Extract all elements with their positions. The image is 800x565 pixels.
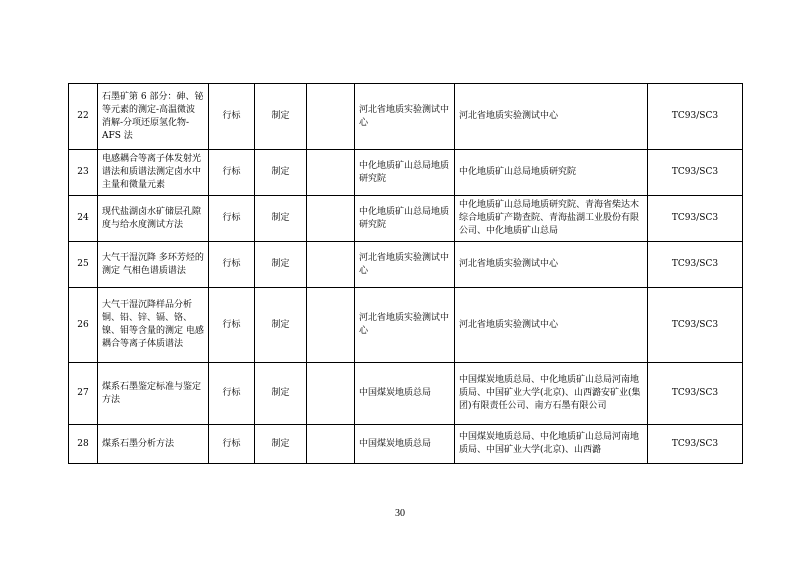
standard-name-cell: 电感耦合等离子体发射光谱法和质谱法测定卤水中主量和微量元素	[98, 150, 209, 196]
standard-type-cell: 行标	[209, 150, 255, 196]
committee-code-cell: TC93/SC3	[648, 150, 743, 196]
blank-cell	[307, 242, 355, 288]
standard-type-cell: 行标	[209, 84, 255, 150]
committee-code-cell: TC93/SC3	[648, 84, 743, 150]
organization-cell: 河北省地质实验测试中心	[355, 288, 455, 363]
drafting-units-cell: 中化地质矿山总局地质研究院	[455, 150, 648, 196]
committee-code-cell: TC93/SC3	[648, 242, 743, 288]
drafting-units-cell: 河北省地质实验测试中心	[455, 288, 648, 363]
drafting-units-cell: 河北省地质实验测试中心	[455, 242, 648, 288]
standard-name-cell: 石墨矿第 6 部分：砷、铋等元素的测定-高温微波消解-分项还原氢化物-AFS 法	[98, 84, 209, 150]
standard-name-cell: 大气干湿沉降 多环芳烃的测定 气相色谱质谱法	[98, 242, 209, 288]
organization-cell: 中化地质矿山总局地质研究院	[355, 150, 455, 196]
drafting-units-cell: 河北省地质实验测试中心	[455, 84, 648, 150]
committee-code-cell: TC93/SC3	[648, 363, 743, 425]
table-row	[69, 425, 743, 464]
committee-code-cell: TC93/SC3	[648, 196, 743, 242]
standard-name-cell: 煤系石墨分析方法	[98, 425, 209, 464]
row-number-cell: 25	[69, 242, 98, 288]
action-cell: 制定	[255, 242, 307, 288]
row-number-cell: 22	[69, 84, 98, 150]
action-cell: 制定	[255, 425, 307, 464]
standard-type-cell: 行标	[209, 288, 255, 363]
blank-cell	[307, 288, 355, 363]
table-body	[69, 84, 743, 464]
standard-type-cell: 行标	[209, 242, 255, 288]
standard-type-cell: 行标	[209, 363, 255, 425]
table-row	[69, 150, 743, 196]
action-cell: 制定	[255, 288, 307, 363]
drafting-units-cell: 中国煤炭地质总局、中化地质矿山总局河南地质局、中国矿业大学(北京)、山西潞	[455, 425, 648, 464]
row-number-cell: 26	[69, 288, 98, 363]
standard-name-cell: 煤系石墨鉴定标准与鉴定方法	[98, 363, 209, 425]
committee-code-cell: TC93/SC3	[648, 425, 743, 464]
organization-cell: 中国煤炭地质总局	[355, 363, 455, 425]
standard-type-cell: 行标	[209, 196, 255, 242]
standard-name-cell: 现代盐湖卤水矿储层孔隙度与给水度测试方法	[98, 196, 209, 242]
standard-type-cell: 行标	[209, 425, 255, 464]
blank-cell	[307, 84, 355, 150]
organization-cell: 河北省地质实验测试中心	[355, 84, 455, 150]
blank-cell	[307, 363, 355, 425]
standard-name-cell: 大气干湿沉降样品分析 铜、铅、锌、镉、铬、镍、钼等含量的测定 电感耦合等离子体质谱法	[98, 288, 209, 363]
drafting-units-cell: 中化地质矿山总局地质研究院、青海省柴达木综合地质矿产勘查院、青海盐湖工业股份有限公司、中化地质矿山总局	[455, 196, 648, 242]
row-number-cell: 24	[69, 196, 98, 242]
blank-cell	[307, 150, 355, 196]
blank-cell	[307, 425, 355, 464]
standards-table	[68, 83, 743, 464]
row-number-cell: 27	[69, 363, 98, 425]
action-cell: 制定	[255, 84, 307, 150]
blank-cell	[307, 196, 355, 242]
page-number: 30	[395, 508, 405, 519]
action-cell: 制定	[255, 150, 307, 196]
organization-cell: 中化地质矿山总局地质研究院	[355, 196, 455, 242]
drafting-units-cell: 中国煤炭地质总局、中化地质矿山总局河南地质局、中国矿业大学(北京)、山西潞安矿业(集团)有限责任公司、南方石墨有限公司	[455, 363, 648, 425]
action-cell: 制定	[255, 196, 307, 242]
table-row	[69, 242, 743, 288]
committee-code-cell: TC93/SC3	[648, 288, 743, 363]
table-row	[69, 363, 743, 425]
row-number-cell: 28	[69, 425, 98, 464]
table-row	[69, 288, 743, 363]
table-row	[69, 84, 743, 150]
row-number-cell: 23	[69, 150, 98, 196]
organization-cell: 河北省地质实验测试中心	[355, 242, 455, 288]
table-row	[69, 196, 743, 242]
action-cell: 制定	[255, 363, 307, 425]
organization-cell: 中国煤炭地质总局	[355, 425, 455, 464]
